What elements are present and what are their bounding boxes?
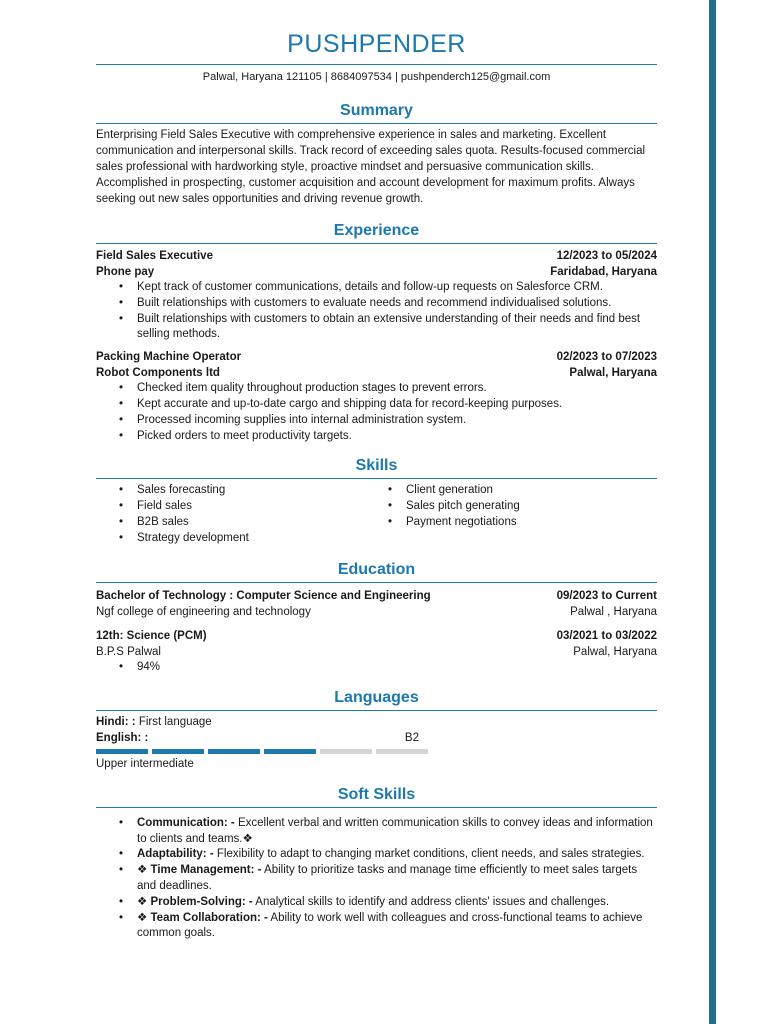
job-bullet: • Kept track of customer communications, details and follow-up requests on Salesforce CRM. bbox=[119, 280, 657, 296]
job-bullet: • Processed incoming supplies into internal administration system. bbox=[119, 413, 657, 429]
degree-row bbox=[96, 628, 657, 644]
skills-list-left bbox=[119, 483, 388, 546]
hindi-level: First language bbox=[138, 716, 212, 729]
soft-skill-text: Ability to work well with colleagues and cross-functional teams to achieve common goals. bbox=[137, 911, 643, 940]
school-name: Ngf college of engineering and technology bbox=[96, 605, 311, 618]
degree-name: 12th: Science (PCM) bbox=[96, 629, 207, 642]
skills-heading: Skills bbox=[355, 457, 398, 475]
english-level: Upper intermediate bbox=[96, 758, 194, 771]
meter-segment bbox=[208, 749, 260, 754]
language-english bbox=[96, 731, 419, 747]
skills-divider bbox=[96, 478, 657, 479]
skill-item: • Field sales bbox=[119, 499, 388, 515]
skill-item: • Sales pitch generating bbox=[388, 499, 657, 515]
school-location: Palwal, Haryana bbox=[573, 645, 657, 658]
meter-segment bbox=[264, 749, 316, 754]
soft-skill-label: ❖ Team Collaboration: - bbox=[137, 911, 268, 924]
soft-skill-item bbox=[119, 863, 657, 895]
english-proficiency-meter bbox=[96, 749, 657, 754]
skill-item: • Strategy development bbox=[119, 531, 388, 547]
education-entry bbox=[96, 628, 657, 676]
soft-skills-list bbox=[119, 816, 657, 942]
english-code: B2 bbox=[404, 731, 419, 744]
languages-heading: Languages bbox=[334, 689, 419, 707]
meter-segment bbox=[320, 749, 372, 754]
job-bullet: • Checked item quality throughout production stages to prevent errors. bbox=[119, 381, 657, 397]
education-entry bbox=[96, 588, 657, 620]
job-company: Phone pay bbox=[96, 266, 155, 278]
job-bullets bbox=[119, 381, 657, 444]
soft-skill-label: ❖ Time Management: - bbox=[137, 864, 262, 877]
soft-skill-text: Flexibility to adapt to changing market conditions, client needs, and sales strategies. bbox=[213, 848, 645, 861]
languages-divider bbox=[96, 710, 657, 711]
meter-segment bbox=[152, 749, 204, 754]
soft-skills-divider bbox=[96, 807, 657, 808]
job-dates: 02/2023 to 07/2023 bbox=[556, 351, 657, 364]
degree-dates: 03/2021 to 03/2022 bbox=[556, 629, 657, 642]
english-label: English: : bbox=[96, 731, 149, 744]
contact-line: Palwal, Haryana 121105 | 8684097534 | pushpenderch125@gmail.com bbox=[202, 71, 551, 83]
education-divider bbox=[96, 582, 657, 583]
school-name: B.P.S Palwal bbox=[96, 645, 161, 658]
skill-item: • Client generation bbox=[388, 483, 657, 499]
job-bullet: • Built relationships with customers to evaluate needs and recommend individualised solutions. bbox=[119, 296, 657, 312]
job-role: Field Sales Executive bbox=[96, 250, 213, 262]
skill-item: • Sales forecasting bbox=[119, 483, 388, 499]
job-company-row bbox=[96, 365, 657, 381]
school-row bbox=[96, 644, 657, 660]
soft-skill-text: Ability to prioritize tasks and manage time efficiently to meet sales targets and deadlines. bbox=[137, 864, 638, 893]
school-row bbox=[96, 604, 657, 620]
school-location: Palwal , Haryana bbox=[570, 605, 657, 618]
job-bullet: • Picked orders to meet productivity targets. bbox=[119, 429, 657, 445]
job-location: Palwal, Haryana bbox=[569, 367, 657, 380]
experience-heading: Experience bbox=[333, 222, 420, 239]
soft-skill-label: Adaptability: - bbox=[137, 848, 214, 861]
education-heading: Education bbox=[337, 560, 416, 578]
soft-skill-item bbox=[119, 847, 657, 863]
skill-item: • Payment negotiations bbox=[388, 515, 657, 531]
job-role: Packing Machine Operator bbox=[96, 351, 242, 364]
skills-columns bbox=[96, 483, 657, 546]
soft-skill-label: Communication: - bbox=[137, 816, 235, 829]
grade-item: • 94% bbox=[119, 660, 657, 676]
summary-text: Enterprising Field Sales Executive with comprehensive experience in sales and marketing. Excellent communication and interpersonal skills. Track record of exceeding sales quota. Results-focused commercial sales professional with hardworking style, proactive mindset and persuasive communication skills. Accomplished in prospecting, customer acquisition and account development for maximum profits. Always seeking out new sales opportunities and driving revenue growth. bbox=[96, 129, 646, 205]
job-location: Faridabad, Haryana bbox=[550, 266, 657, 278]
education-bullets bbox=[119, 660, 657, 676]
meter-segment bbox=[376, 749, 428, 754]
skills-list-right bbox=[388, 483, 657, 546]
job-title-row bbox=[96, 248, 657, 264]
languages-block bbox=[96, 715, 657, 773]
experience-divider bbox=[96, 243, 657, 244]
page-edge-bar bbox=[709, 0, 716, 1024]
soft-skills-heading: Soft Skills bbox=[337, 785, 416, 803]
soft-skill-item bbox=[119, 911, 657, 943]
skill-item: • B2B sales bbox=[119, 515, 388, 531]
soft-skill-item bbox=[119, 816, 657, 848]
summary-divider bbox=[96, 123, 657, 124]
job-title-row bbox=[96, 349, 657, 365]
job-entry bbox=[96, 349, 657, 444]
job-dates: 12/2023 to 05/2024 bbox=[556, 250, 657, 262]
candidate-name: PUSHPENDER bbox=[287, 30, 466, 58]
degree-dates: 09/2023 to Current bbox=[556, 589, 657, 602]
soft-skill-text: Excellent verbal and written communication skills to convey ideas and information to clients and teams.❖ bbox=[137, 816, 653, 845]
soft-skill-text: Analytical skills to identify and address clients' issues and challenges. bbox=[252, 895, 610, 908]
degree-name: Bachelor of Technology : Computer Science and Engineering bbox=[96, 589, 431, 602]
job-bullet: • Kept accurate and up-to-date cargo and shipping data for record-keeping purposes. bbox=[119, 397, 657, 413]
resume-page bbox=[96, 0, 657, 942]
job-company-row bbox=[96, 264, 657, 280]
hindi-label: Hindi: : bbox=[96, 716, 136, 729]
meter-segment bbox=[96, 749, 148, 754]
job-bullet: • Built relationships with customers to obtain an extensive understanding of their needs and find best selling methods. bbox=[119, 312, 657, 344]
job-entry bbox=[96, 248, 657, 343]
language-hindi bbox=[96, 715, 657, 731]
degree-row bbox=[96, 588, 657, 604]
page-margin bbox=[716, 0, 768, 1024]
header-divider bbox=[96, 64, 657, 65]
summary-heading: Summary bbox=[340, 102, 413, 119]
job-company: Robot Components ltd bbox=[96, 367, 220, 380]
soft-skill-item bbox=[119, 895, 657, 911]
job-bullets bbox=[119, 280, 657, 343]
soft-skill-label: ❖ Problem-Solving: - bbox=[137, 895, 253, 908]
